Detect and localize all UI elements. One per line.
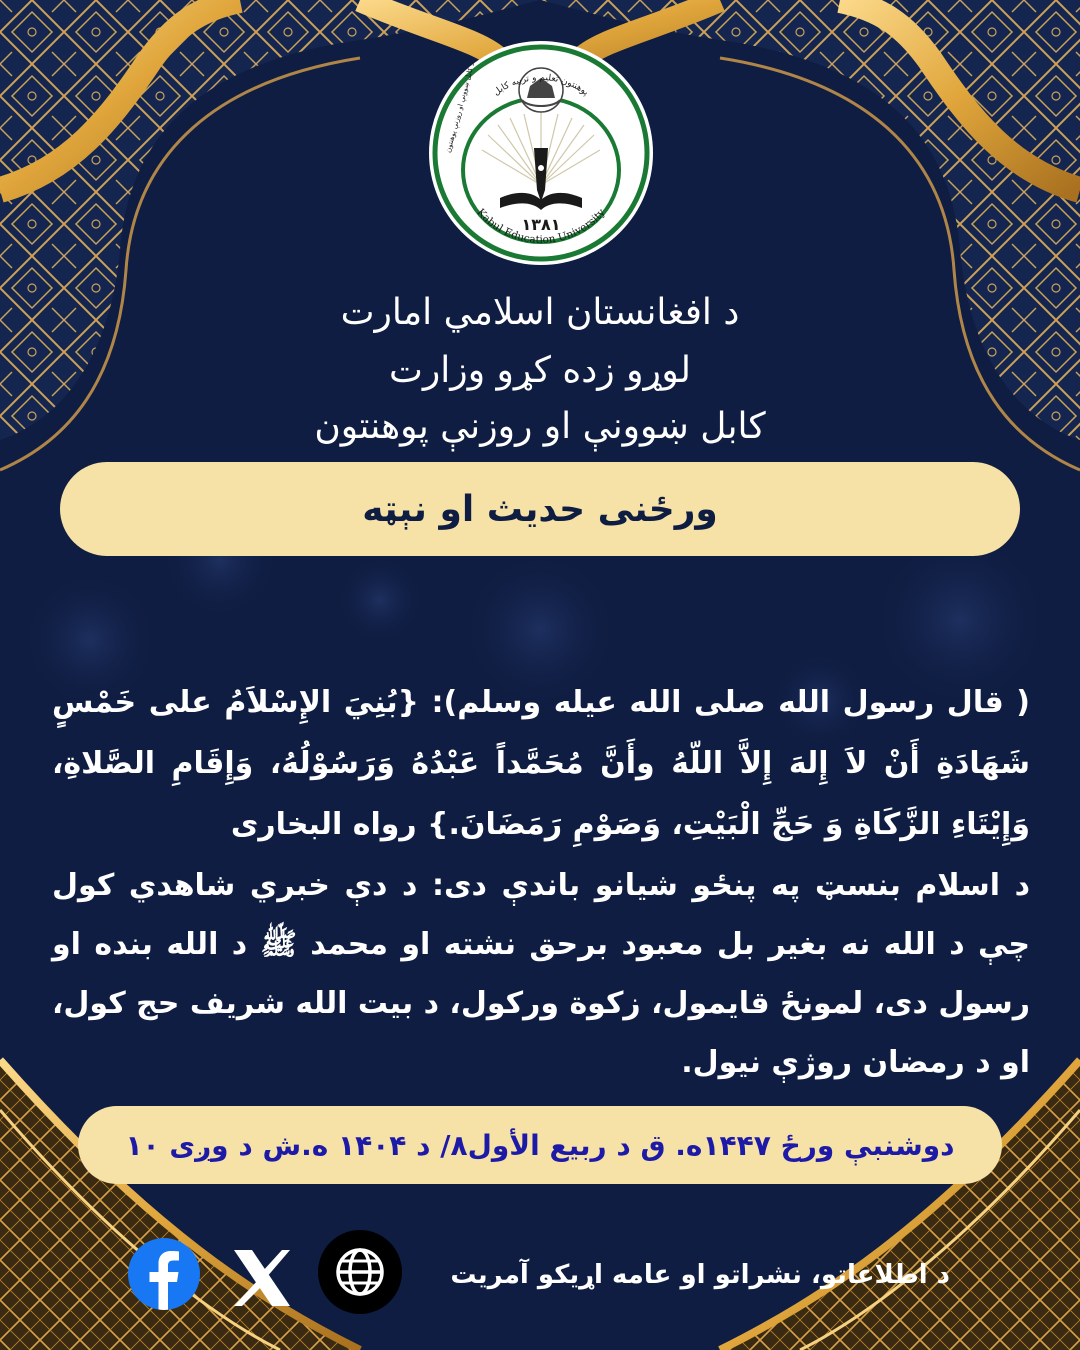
logo-pashto-name: د کابل ښوونې او روزنې پوهنتون xyxy=(444,61,477,154)
hadith-explanation: د اسلام بنسټ په پنځو شيانو باندې دی: د دې خبري شاهدي کول چې د الله نه بغير بل معبود برحق نشته او محمد ﷺ د الله بنده او رسول دی، لمونځ قايمول، زکوة ورکول، د بيت الله شريف حج کول، او د رمضان روژې نيول. xyxy=(52,868,1030,1080)
date-text: دوشنبې ورځ ۱۴۴۷ه. ق د ربیع الأول۸/ د ۱۴۰۴ ه.ش د وږی ۱۰ xyxy=(125,1128,955,1162)
date-banner xyxy=(78,1106,1002,1184)
header-university: کابل ښوونې او روزنې پوهنتون xyxy=(314,406,766,447)
x-icon[interactable] xyxy=(228,1244,296,1312)
logo-arabic-name: پوهنتون تعلیم و تربیه کابل xyxy=(491,72,591,98)
header-emirate: د افغانستان اسلامي امارت xyxy=(340,292,740,333)
footer-department: د اطلاعاتو، نشراتو او عامه اړیکو آمریت xyxy=(450,1260,950,1290)
hadith-text: ( قال رسول الله صلى الله عيله وسلم): {بُنِيَ الإِسْلاَمُ على خَمْسٍ شَهَادَةِ أَنْ لاَ إِلهَ إِلاَّ اللّهُ وأَنَّ مُحَمَّداً عَبْدُهُ وَرَسُوْلُهُ، وَإِقَامِ الصَّلاةِ، وَإِيْتَاءِ الزَّكَاةِ وَ حَجِّ الْبَيْتِ، وَصَوْمِ رَمَضَانَ.} رواه البخارى xyxy=(52,685,1030,842)
title-text: ورځنی حدیث او نېټه xyxy=(362,488,718,530)
title-banner xyxy=(60,462,1020,556)
facebook-icon[interactable] xyxy=(128,1238,200,1310)
globe-icon[interactable] xyxy=(318,1230,402,1314)
logo-year: ۱۳۸۱ xyxy=(521,215,561,234)
university-logo xyxy=(428,40,654,266)
header-ministry: لوړو زده کړو وزارت xyxy=(389,350,691,391)
logo-english-name: Kabul Education University xyxy=(474,206,608,247)
